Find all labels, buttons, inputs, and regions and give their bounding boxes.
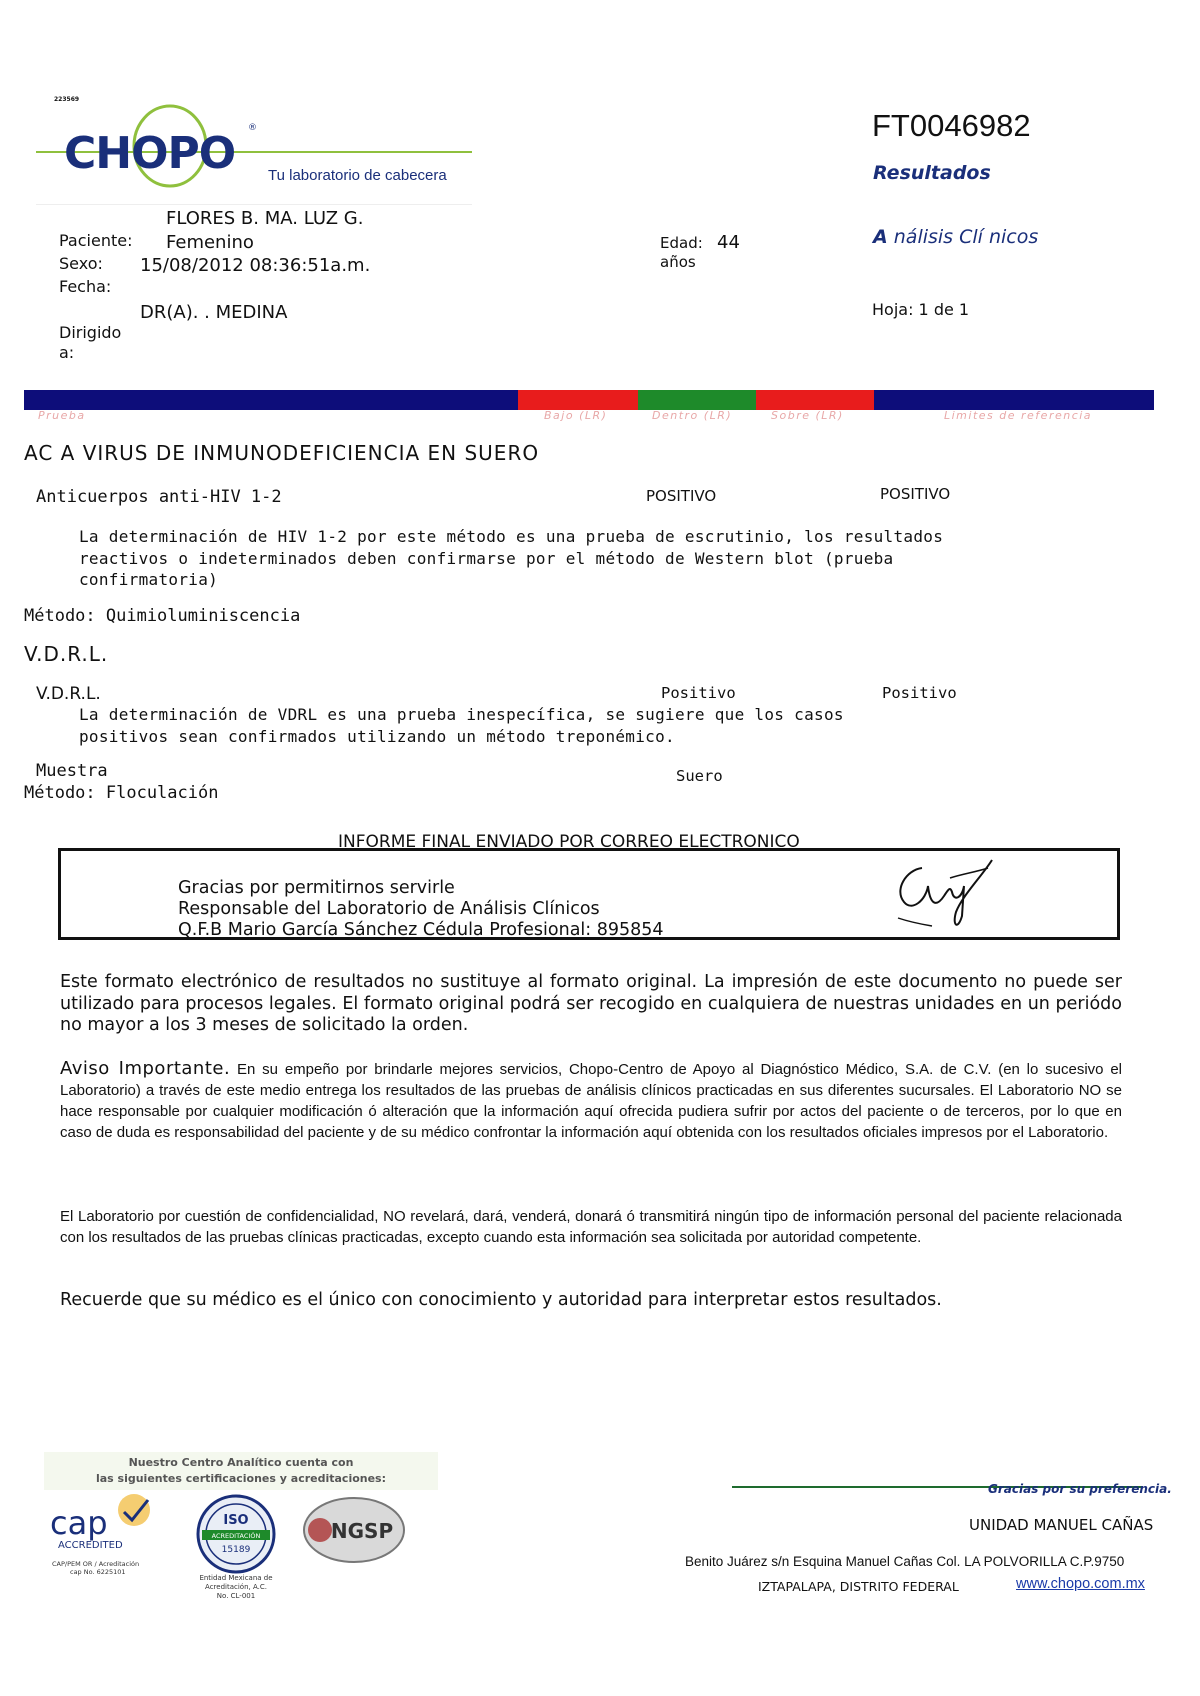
confidentiality-notice: El Laboratorio por cuestión de confidencialidad, NO revelará, dará, venderá, donará ó transmitirá ningún tipo de información personal del paciente relacionada con los resultados de las pruebas clínicas practicadas, excepto cuando esta información sea solicitada por autoridad competente. (60, 1208, 1122, 1246)
note-hiv: La determinación de HIV 1-2 por este método es una prueba de escrutinio, los resultados reactivos o indeterminados deben confirmarse por el método de Western blot (prueba confirmatoria) (79, 527, 944, 589)
bar-reference-segment (874, 390, 1154, 410)
svg-text:ACCREDITED: ACCREDITED (58, 1540, 123, 1551)
column-above: Sobre (LR) (771, 409, 844, 422)
handwritten-signature (892, 856, 998, 936)
unit-name: UNIDAD MANUEL CAÑAS (969, 1516, 1154, 1534)
barcode-number: 223569 (54, 96, 80, 103)
important-notice-title: Aviso Importante. (60, 1058, 231, 1079)
result-hiv: POSITIVO (646, 487, 717, 505)
svg-text:ISO: ISO (223, 1513, 249, 1528)
unit-address: Benito Juárez s/n Esquina Manuel Cañas Col. LA POLVORILLA C.P.9750 (685, 1554, 1125, 1569)
bar-low-segment (518, 390, 638, 410)
patient-label: Paciente: (59, 231, 133, 250)
cert-heading-2: las siguientes certificaciones y acreditaciones: (95, 1472, 387, 1485)
final-report-notice: INFORME FINAL ENVIADO POR CORREO ELECTRONICO (338, 832, 800, 848)
date-label: Fecha: (59, 277, 112, 296)
test-name-vdrl: V.D.R.L. (36, 684, 101, 704)
reference-hiv: POSITIVO (880, 485, 951, 503)
result-range-bar (24, 390, 1154, 410)
cert-heading-1: Nuestro Centro Analítico cuenta con (128, 1456, 354, 1469)
svg-text:No. CL-001: No. CL-001 (216, 1592, 256, 1600)
important-notice: Aviso Importante. En su empeño por brindarle mejores servicios, Chopo-Centro de Apoyo al Diagnóstico Médico, S.A. de C.V. (en lo sucesivo el Laboratorio) a través de este medio entrega los resultados de las pruebas de análisis clínicos practicadas en sus diferentes sucursales. El Laboratorio NO se hace responsable por cualquier modificación ó alteración que la información aquí ofrecida pudiera sufrir por actos del paciente o de terceros, por lo que en caso de duda es responsabilidad del paciente y de su médico confrontar la información aquí obtenida con los resultados oficiales impresos por el Laboratorio. (60, 1058, 1122, 1141)
svg-text:CAP/PEM OR / Acreditación: CAP/PEM OR / Acreditación (52, 1560, 140, 1568)
patient-sex: Femenino (166, 232, 254, 253)
svg-text:cap: cap (50, 1504, 108, 1542)
test-name-hiv: Anticuerpos anti-HIV 1-2 (36, 487, 282, 507)
svg-text:®: ® (248, 123, 257, 133)
sex-label: Sexo: (59, 254, 103, 273)
sample-value: Suero (676, 767, 723, 785)
website-link[interactable]: www.chopo.com.mx (1016, 1576, 1145, 1592)
result-vdrl: Positivo (661, 684, 736, 702)
electronic-format-disclaimer: Este formato electrónico de resultados no sustituye al formato original. La impresión de este documento no puede ser utilizado para procesos legales. El formato original podrá ser recogido en cualquiera de nuestras unidades en un periódo no mayor a los 3 meses de solicitado la orden. (60, 972, 1122, 1035)
signature-role: Responsable del Laboratorio de Análisis Clínicos (178, 899, 600, 919)
bar-within-segment (638, 390, 756, 410)
document-type: Resultados (873, 162, 991, 184)
signature-name: Q.F.B Mario García Sánchez Cédula Profesional: 895854 (178, 920, 664, 940)
logo-brand-text: CHOPO (64, 128, 236, 179)
svg-text:Acreditación, A.C.: Acreditación, A.C. (205, 1583, 267, 1591)
certifications-area (44, 1452, 438, 1604)
svg-text:ACREDITACIÓN: ACREDITACIÓN (211, 1532, 261, 1540)
unit-city: IZTAPALAPA, DISTRITO FEDERAL (758, 1579, 959, 1594)
column-test: Prueba (38, 409, 86, 422)
column-reference: Limites de referencia (944, 409, 1093, 422)
method-vdrl: Método: Floculación (24, 783, 219, 803)
folio-number: FT0046982 (872, 108, 1031, 143)
svg-text:NGSP: NGSP (330, 1519, 394, 1543)
logo-tagline: Tu laboratorio de cabecera (268, 167, 447, 184)
patient-name: FLORES B. MA. LUZ G. (166, 208, 364, 229)
age-label: Edad: (660, 234, 703, 252)
sample-label: Muestra (36, 761, 108, 781)
certification-logos (44, 1452, 438, 1604)
doctor-reminder: Recuerde que su médico es el único con conocimiento y autoridad para interpretar estos resultados. (60, 1290, 942, 1310)
directed-label: Dirigido (59, 323, 122, 342)
column-low: Bajo (LR) (544, 409, 608, 422)
chopo-logo (36, 104, 472, 205)
method-hiv: Método: Quimioluminiscencia (24, 606, 301, 626)
section-hiv: AC A VIRUS DE INMUNODEFICIENCIA EN SUERO (24, 441, 540, 465)
section-vdrl: V.D.R.L. (24, 642, 109, 666)
cap-accredited-logo (50, 1494, 150, 1576)
document-area: A nálisis Clí nicos (873, 226, 1039, 248)
patient-age: 44 (717, 232, 740, 253)
directed-label-2: a: (59, 343, 75, 362)
svg-text:cap No. 6225101: cap No. 6225101 (70, 1568, 126, 1576)
note-vdrl: La determinación de VDRL es una prueba inespecífica, se sugiere que los casos positivos sean confirmados utilizando un método treponémico. (79, 705, 844, 746)
ngsp-logo (304, 1498, 404, 1562)
column-within: Dentro (LR) (652, 409, 733, 422)
page-count: Hoja: 1 de 1 (872, 300, 970, 319)
report-date: 15/08/2012 08:36:51a.m. (140, 255, 371, 276)
svg-text:15189: 15189 (221, 1545, 251, 1555)
thanks-preference: Gracias por su preferencia. (988, 1482, 1172, 1496)
bar-test-segment (24, 390, 518, 410)
reference-vdrl: Positivo (882, 684, 957, 702)
signature-thanks: Gracias por permitirnos servirle (178, 878, 455, 898)
directed-to: DR(A). . MEDINA (140, 302, 288, 323)
iso-accreditation-seal (198, 1496, 274, 1600)
svg-text:Entidad Mexicana de: Entidad Mexicana de (199, 1574, 273, 1582)
age-unit: años (660, 253, 696, 271)
chopo-logo-graphic (36, 104, 472, 204)
bar-above-segment (756, 390, 874, 410)
